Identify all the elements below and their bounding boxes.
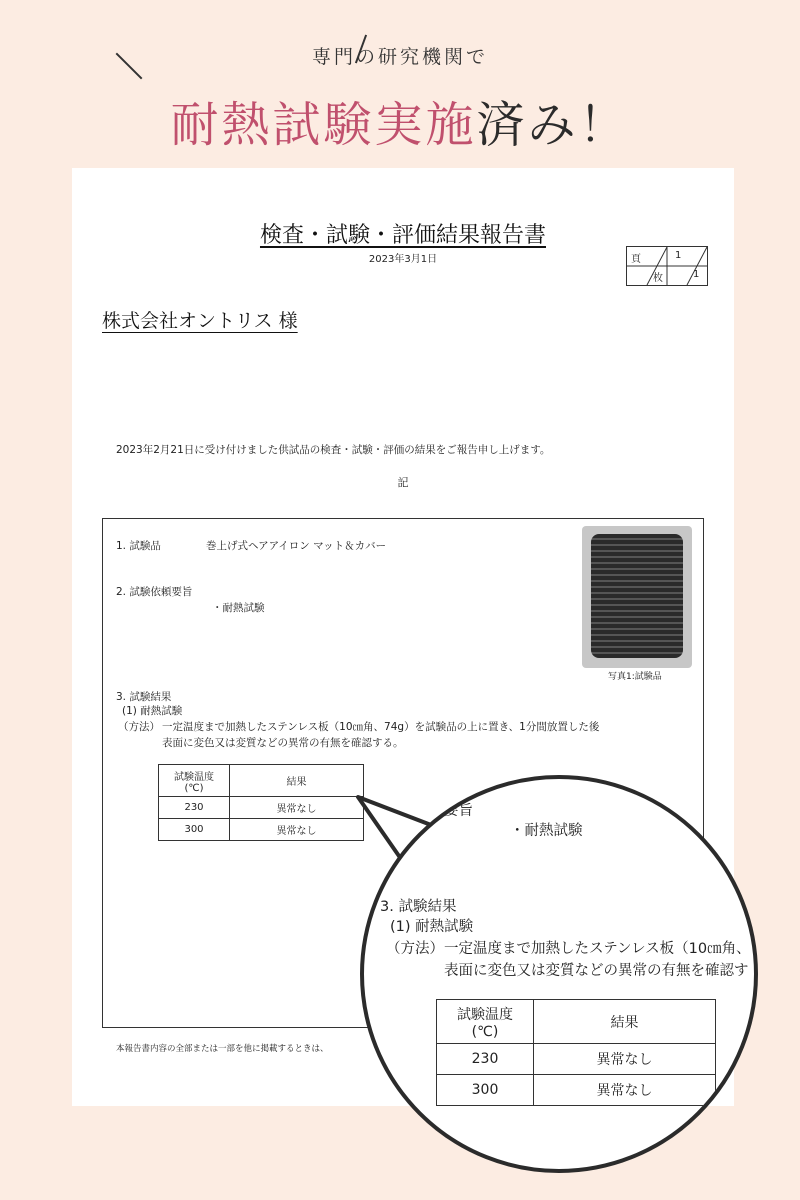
photo-caption: 写真1:試験品 — [608, 672, 662, 682]
page-number: 1 — [675, 250, 682, 261]
page-count-box — [626, 246, 708, 286]
table-row — [437, 1075, 716, 1106]
zoom-row-temp: 230 — [437, 1044, 534, 1075]
zoom-top-fragment: 要旨 — [444, 803, 473, 819]
method-line1: 一定温度まで加熱したステンレス板（10㎝角、74g）を試験品の上に置き、1分間放置した後 — [162, 721, 600, 733]
row-temp: 300 — [159, 819, 230, 841]
ki-mark: 記 — [397, 476, 409, 489]
zoom-results-table — [436, 999, 716, 1106]
zoom-method-label: （方法） — [386, 941, 444, 957]
page-label: 頁 — [631, 254, 641, 265]
item3-label: 3. 試験結果 — [116, 691, 172, 703]
row-result: 異常なし — [230, 797, 364, 819]
intro-text: 2023年2月21日に受け付けました供試品の検査・試験・評価の結果をご報告申し上げます。 — [116, 444, 551, 456]
header-temp — [159, 765, 230, 797]
zoom-header-temp-unit: (℃) — [471, 1023, 499, 1040]
report-footer: 本報告書内容の全部または一部を他に掲載するときは、 — [116, 1044, 329, 1054]
report-title: 検査・試験・評価結果報告書 — [259, 223, 546, 248]
item1-label: 1. 試験品 — [116, 540, 161, 552]
method-line2: 表面に変色又は変質などの異常の有無を確認する。 — [162, 737, 404, 749]
zoom-header-temp — [437, 1000, 534, 1044]
mat-ridges — [591, 534, 683, 658]
headline-dark: 済み！ — [476, 97, 630, 153]
zoom-header-result: 結果 — [534, 1000, 716, 1044]
zoom-method-line1: 一定温度まで加熱したステンレス板（10㎝角、 — [444, 941, 751, 957]
headline-pink: 耐熱試験実施 — [170, 97, 477, 153]
zoom-item3-sub: (1) 耐熱試験 — [390, 919, 474, 935]
header-temp-unit: (℃) — [184, 782, 204, 794]
sheet-count: 1 — [693, 269, 700, 280]
headline — [0, 86, 800, 155]
zoom-row-temp: 300 — [437, 1075, 534, 1106]
sheet-label: 枚 — [653, 273, 663, 284]
item1-value: 巻上げ式ヘアアイロン マット＆カバー — [206, 540, 387, 552]
row-temp: 230 — [159, 797, 230, 819]
results-table — [158, 764, 364, 841]
item2-label: 2. 試験依頼要旨 — [116, 586, 193, 598]
zoom-row-result: 異常なし — [534, 1075, 716, 1106]
method-label: （方法） — [118, 721, 160, 733]
header-result: 結果 — [230, 765, 364, 797]
table-row — [437, 1044, 716, 1075]
zoom-table-header-row — [437, 1000, 716, 1044]
row-result: 異常なし — [230, 819, 364, 841]
recipient: 株式会社オントリス 様 — [102, 310, 298, 332]
zoom-method-line2: 表面に変色又は変質などの異常の有無を確認す — [444, 963, 749, 979]
header-temp-text: 試験温度 — [174, 771, 214, 783]
zoom-item3-label: 3. 試験結果 — [380, 899, 457, 915]
item3-sub: (1) 耐熱試験 — [122, 705, 183, 717]
table-row — [159, 797, 364, 819]
product-photo-mat — [582, 526, 692, 668]
item2-value: ・耐熱試験 — [212, 602, 265, 614]
zoom-magnifier — [360, 775, 758, 1173]
zoom-row-result: 異常なし — [534, 1044, 716, 1075]
report-date: 2023年3月1日 — [368, 254, 438, 265]
subheading: 専門の研究機関で — [311, 46, 488, 68]
zoom-header-temp-text: 試験温度 — [457, 1006, 513, 1023]
table-row — [159, 819, 364, 841]
table-header-row — [159, 765, 364, 797]
zoom-item2-value: ・耐熱試験 — [510, 823, 583, 839]
